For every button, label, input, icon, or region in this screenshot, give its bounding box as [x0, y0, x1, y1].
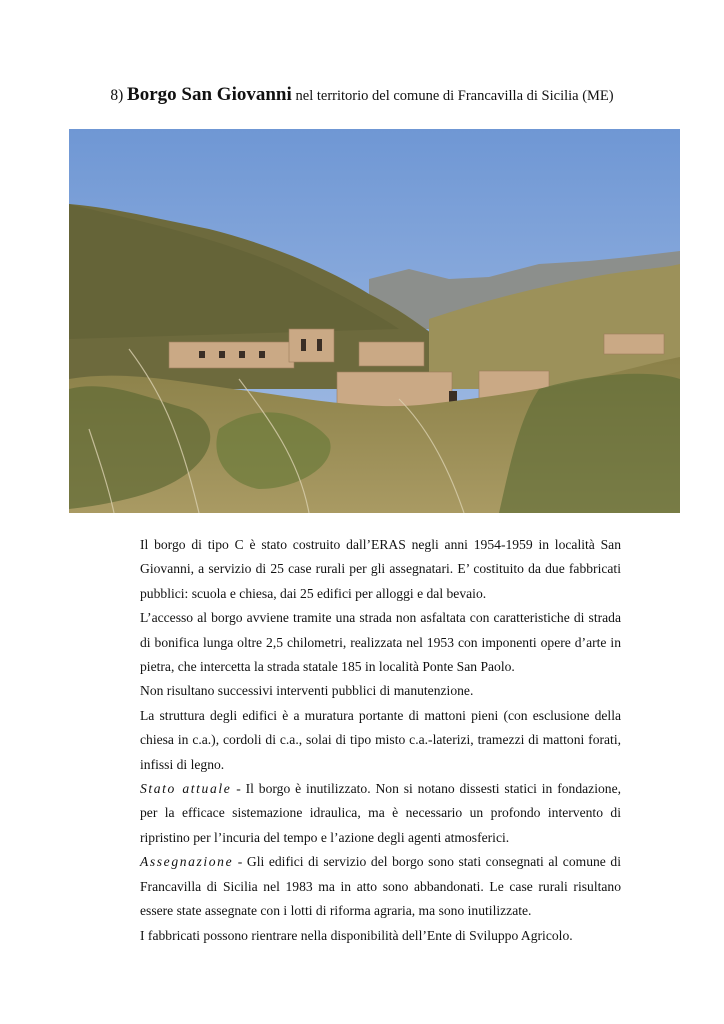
- heading-subtitle: nel territorio del comune di Francavilla di Sicilia (ME): [295, 88, 614, 104]
- assignment-label: Assegnazione: [140, 854, 234, 870]
- paragraph-availability: I fabbricati possono rientrare nella disponibilità dell’Ente di Sviluppo Agricolo.: [140, 927, 573, 943]
- current-state-label: Stato attuale: [140, 781, 232, 797]
- paragraph-maintenance: Non risultano successivi interventi pubblici di manutenzione.: [140, 683, 474, 699]
- paragraph-access: L’accesso al borgo avviene tramite una strada non asfaltata con caratteristiche di strada di bonifica lunga oltre 2,5 chilometri, realizzata nel 1953 con imponenti opere d’arte in pietra, che intercetta la strada statale 185 in località Ponte San Paolo.: [140, 610, 621, 675]
- assignment-text: - Gli edifici di servizio del borgo sono stati consegnati al comune di Francavilla di Sicilia nel 1983 ma in atto sono abbandonati. Le case rurali risultano essere state assegnate con i lotti di riforma agraria, ma sono inutilizzate.: [140, 854, 621, 919]
- page-heading: [0, 84, 724, 107]
- section-number: 8): [110, 87, 124, 104]
- paragraph-structure: La struttura degli edifici è a muratura portante di mattoni pieni (con esclusione della chiesa in c.a.), cordoli di c.a., solai di tipo misto c.a.-laterizi, tramezzi di mattoni forati, infissi di legno.: [140, 707, 621, 772]
- paragraph-origin: Il borgo di tipo C è stato costruito dall’ERAS negli anni 1954-1959 in località San Giovanni, a servizio di 25 case rurali per gli assegnatari. E’ costituito da due fabbricati pubblici: scuola e chiesa, dai 25 edifici per alloggi e dal bevaio.: [140, 537, 621, 601]
- paragraph-assignment: [140, 850, 621, 923]
- paragraph-current-state: [140, 777, 621, 850]
- current-state-text: - Il borgo è inutilizzato. Non si notano dissesti statici in fondazione, per la efficace sistemazione idraulica, ma è necessario un profondo intervento di ripristino per l’incuria del tempo e l’azione degli agenti atmosferici.: [140, 781, 621, 845]
- landscape-photo: [69, 129, 680, 513]
- heading-title: Borgo San Giovanni: [127, 84, 292, 105]
- description-text: [140, 533, 621, 948]
